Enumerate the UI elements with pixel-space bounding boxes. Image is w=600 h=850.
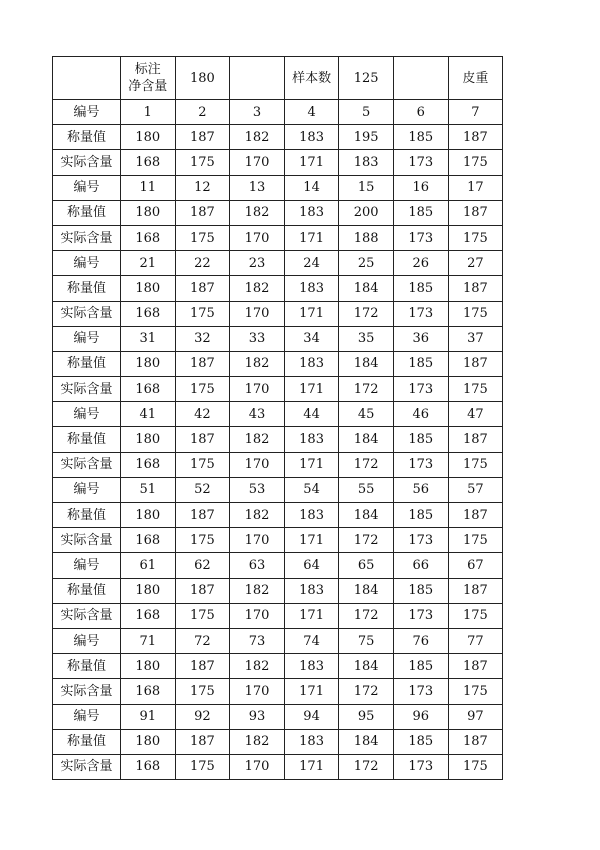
actual-row-cell: 173 — [393, 603, 448, 628]
weighed-row-cell: 180 — [121, 125, 176, 150]
id-row-cell: 15 — [339, 175, 394, 200]
id-row-cell: 57 — [448, 477, 503, 502]
id-row-cell: 52 — [175, 477, 230, 502]
id-row — [53, 326, 503, 351]
id-row-cell: 36 — [393, 326, 448, 351]
actual-row-cell: 188 — [339, 225, 394, 250]
weighed-row-cell: 184 — [339, 351, 394, 376]
id-row-cell: 92 — [175, 704, 230, 729]
weighed-row-label: 称量值 — [53, 276, 121, 301]
actual-row-cell: 172 — [339, 301, 394, 326]
id-row-cell: 71 — [121, 628, 176, 653]
actual-row-label: 实际含量 — [53, 377, 121, 402]
actual-row-cell: 171 — [284, 377, 339, 402]
id-row-cell: 55 — [339, 477, 394, 502]
actual-row-cell: 175 — [175, 603, 230, 628]
id-row-cell: 26 — [393, 251, 448, 276]
weighed-row-label: 称量值 — [53, 125, 121, 150]
id-row-label: 编号 — [53, 175, 121, 200]
id-row-cell: 32 — [175, 326, 230, 351]
id-row-cell: 24 — [284, 251, 339, 276]
actual-row-cell: 168 — [121, 603, 176, 628]
actual-row-cell: 170 — [230, 150, 285, 175]
net-content-value: 180 — [175, 57, 230, 100]
actual-row — [53, 225, 503, 250]
actual-row — [53, 754, 503, 779]
actual-row-cell: 175 — [448, 377, 503, 402]
id-row-cell: 65 — [339, 553, 394, 578]
id-row-cell: 17 — [448, 175, 503, 200]
actual-row-cell: 173 — [393, 754, 448, 779]
weighed-row-cell: 187 — [175, 276, 230, 301]
actual-row-label: 实际含量 — [53, 603, 121, 628]
weighed-row-cell: 183 — [284, 503, 339, 528]
weighed-row-cell: 187 — [175, 351, 230, 376]
actual-row-cell: 173 — [393, 150, 448, 175]
weighed-row-cell: 180 — [121, 351, 176, 376]
id-row-cell: 34 — [284, 326, 339, 351]
weighed-row-cell: 185 — [393, 578, 448, 603]
actual-row-cell: 175 — [448, 301, 503, 326]
id-row-cell: 62 — [175, 553, 230, 578]
id-row-cell: 45 — [339, 402, 394, 427]
actual-row — [53, 603, 503, 628]
sample-count-label: 样本数 — [284, 57, 339, 100]
weighed-row-cell: 183 — [284, 276, 339, 301]
id-row-cell: 95 — [339, 704, 394, 729]
id-row-cell: 67 — [448, 553, 503, 578]
weighed-row-cell: 187 — [448, 351, 503, 376]
id-row-cell: 23 — [230, 251, 285, 276]
weighed-row-label: 称量值 — [53, 351, 121, 376]
weighed-row-cell: 182 — [230, 729, 285, 754]
actual-row-cell: 170 — [230, 377, 285, 402]
weighed-row-cell: 180 — [121, 503, 176, 528]
id-row-cell: 76 — [393, 628, 448, 653]
id-row-cell: 25 — [339, 251, 394, 276]
weighed-row-cell: 187 — [448, 200, 503, 225]
actual-row-cell: 168 — [121, 528, 176, 553]
weighed-row — [53, 729, 503, 754]
weighed-row-cell: 195 — [339, 125, 394, 150]
measurement-table — [52, 56, 503, 780]
id-row-cell: 56 — [393, 477, 448, 502]
actual-row-cell: 170 — [230, 225, 285, 250]
weighed-row — [53, 578, 503, 603]
weighed-row-label: 称量值 — [53, 503, 121, 528]
id-row — [53, 251, 503, 276]
weighed-row-cell: 180 — [121, 427, 176, 452]
actual-row-cell: 173 — [393, 301, 448, 326]
id-row-cell: 27 — [448, 251, 503, 276]
id-row-cell: 4 — [284, 100, 339, 125]
actual-row-cell: 168 — [121, 452, 176, 477]
weighed-row-cell: 187 — [175, 427, 230, 452]
header-row — [53, 57, 503, 100]
id-row-cell: 2 — [175, 100, 230, 125]
actual-row-cell: 172 — [339, 452, 394, 477]
net-content-label-bottom: 净含量 — [128, 79, 168, 94]
id-row-cell: 47 — [448, 402, 503, 427]
weighed-row — [53, 503, 503, 528]
id-row-label: 编号 — [53, 326, 121, 351]
id-row-cell: 42 — [175, 402, 230, 427]
weighed-row-label: 称量值 — [53, 729, 121, 754]
actual-row-cell: 175 — [175, 679, 230, 704]
weighed-row-cell: 187 — [175, 125, 230, 150]
id-row-cell: 22 — [175, 251, 230, 276]
weighed-row-cell: 185 — [393, 200, 448, 225]
id-row-label: 编号 — [53, 704, 121, 729]
actual-row — [53, 301, 503, 326]
actual-row-cell: 168 — [121, 150, 176, 175]
weighed-row-cell: 182 — [230, 276, 285, 301]
weighed-row-cell: 184 — [339, 654, 394, 679]
weighed-row-cell: 187 — [448, 654, 503, 679]
id-row-label: 编号 — [53, 402, 121, 427]
actual-row-cell: 170 — [230, 452, 285, 477]
weighed-row — [53, 200, 503, 225]
actual-row-cell: 173 — [393, 528, 448, 553]
actual-row-cell: 175 — [448, 528, 503, 553]
weighed-row-cell: 187 — [448, 578, 503, 603]
actual-row-cell: 168 — [121, 679, 176, 704]
actual-row-cell: 175 — [448, 452, 503, 477]
weighed-row-cell: 180 — [121, 729, 176, 754]
actual-row-cell: 173 — [393, 452, 448, 477]
weighed-row-cell: 187 — [175, 200, 230, 225]
weighed-row — [53, 276, 503, 301]
id-row-cell: 54 — [284, 477, 339, 502]
actual-row-cell: 175 — [175, 225, 230, 250]
id-row-cell: 5 — [339, 100, 394, 125]
table-body — [53, 57, 503, 780]
id-row-cell: 16 — [393, 175, 448, 200]
actual-row — [53, 452, 503, 477]
id-row — [53, 553, 503, 578]
weighed-row-cell: 200 — [339, 200, 394, 225]
id-row — [53, 477, 503, 502]
id-row-cell: 7 — [448, 100, 503, 125]
weighed-row-label: 称量值 — [53, 200, 121, 225]
actual-row — [53, 679, 503, 704]
actual-row-cell: 175 — [448, 754, 503, 779]
weighed-row-cell: 183 — [284, 729, 339, 754]
weighed-row-cell: 182 — [230, 125, 285, 150]
actual-row-cell: 168 — [121, 225, 176, 250]
weighed-row-cell: 185 — [393, 276, 448, 301]
blank-cell — [53, 57, 121, 100]
id-row-cell: 77 — [448, 628, 503, 653]
weighed-row-label: 称量值 — [53, 427, 121, 452]
actual-row-cell: 172 — [339, 603, 394, 628]
id-row-cell: 93 — [230, 704, 285, 729]
weighed-row-cell: 185 — [393, 729, 448, 754]
weighed-row-cell: 183 — [284, 125, 339, 150]
actual-row-cell: 175 — [175, 528, 230, 553]
weighed-row-cell: 184 — [339, 578, 394, 603]
weighed-row-cell: 185 — [393, 503, 448, 528]
weighed-row-cell: 182 — [230, 351, 285, 376]
id-row-label: 编号 — [53, 477, 121, 502]
actual-row-cell: 175 — [448, 150, 503, 175]
actual-row-cell: 171 — [284, 452, 339, 477]
id-row-label: 编号 — [53, 100, 121, 125]
sample-count-value: 125 — [339, 57, 394, 100]
weighed-row-cell: 182 — [230, 654, 285, 679]
id-row-cell: 63 — [230, 553, 285, 578]
actual-row-cell: 170 — [230, 528, 285, 553]
actual-row-cell: 175 — [175, 301, 230, 326]
id-row — [53, 175, 503, 200]
actual-row-cell: 175 — [448, 225, 503, 250]
weighed-row — [53, 351, 503, 376]
blank-cell — [393, 57, 448, 100]
weighed-row-cell: 182 — [230, 427, 285, 452]
actual-row-cell: 175 — [175, 150, 230, 175]
weighed-row-cell: 180 — [121, 200, 176, 225]
id-row-cell: 43 — [230, 402, 285, 427]
weighed-row-cell: 180 — [121, 276, 176, 301]
actual-row-cell: 168 — [121, 301, 176, 326]
weighed-row-cell: 187 — [448, 276, 503, 301]
weighed-row-cell: 187 — [175, 654, 230, 679]
id-row-cell: 14 — [284, 175, 339, 200]
id-row-cell: 33 — [230, 326, 285, 351]
net-content-label — [121, 57, 176, 100]
weighed-row-label: 称量值 — [53, 578, 121, 603]
weighed-row-cell: 183 — [284, 427, 339, 452]
actual-row-label: 实际含量 — [53, 301, 121, 326]
id-row-cell: 1 — [121, 100, 176, 125]
weighed-row-cell: 187 — [175, 729, 230, 754]
id-row-cell: 74 — [284, 628, 339, 653]
weighed-row-cell: 183 — [284, 200, 339, 225]
weighed-row-cell: 184 — [339, 503, 394, 528]
id-row-cell: 13 — [230, 175, 285, 200]
actual-row-cell: 173 — [393, 377, 448, 402]
id-row-label: 编号 — [53, 628, 121, 653]
actual-row-cell: 175 — [175, 754, 230, 779]
weighed-row-cell: 185 — [393, 351, 448, 376]
id-row-cell: 97 — [448, 704, 503, 729]
weighed-row-cell: 187 — [448, 503, 503, 528]
weighed-row-cell: 184 — [339, 276, 394, 301]
actual-row-cell: 171 — [284, 301, 339, 326]
weighed-row-cell: 183 — [284, 351, 339, 376]
id-row-cell: 6 — [393, 100, 448, 125]
id-row-cell: 75 — [339, 628, 394, 653]
id-row-cell: 31 — [121, 326, 176, 351]
id-row-cell: 11 — [121, 175, 176, 200]
actual-row-label: 实际含量 — [53, 150, 121, 175]
weighed-row-cell: 185 — [393, 125, 448, 150]
weighed-row-cell: 183 — [284, 654, 339, 679]
actual-row-cell: 171 — [284, 603, 339, 628]
actual-row-cell: 172 — [339, 754, 394, 779]
actual-row-label: 实际含量 — [53, 452, 121, 477]
actual-row-cell: 171 — [284, 528, 339, 553]
id-row-cell: 64 — [284, 553, 339, 578]
actual-row-cell: 175 — [175, 377, 230, 402]
actual-row-cell: 171 — [284, 150, 339, 175]
actual-row — [53, 528, 503, 553]
actual-row-cell: 175 — [175, 452, 230, 477]
id-row-cell: 73 — [230, 628, 285, 653]
weighed-row-cell: 187 — [175, 503, 230, 528]
id-row-cell: 12 — [175, 175, 230, 200]
actual-row-cell: 173 — [393, 225, 448, 250]
actual-row-label: 实际含量 — [53, 754, 121, 779]
weighed-row-cell: 185 — [393, 427, 448, 452]
id-row — [53, 402, 503, 427]
actual-row-cell: 172 — [339, 679, 394, 704]
actual-row-cell: 171 — [284, 679, 339, 704]
actual-row-label: 实际含量 — [53, 528, 121, 553]
actual-row-cell: 170 — [230, 301, 285, 326]
blank-cell — [230, 57, 285, 100]
actual-row-cell: 175 — [448, 679, 503, 704]
weighed-row-label: 称量值 — [53, 654, 121, 679]
actual-row-cell: 183 — [339, 150, 394, 175]
weighed-row — [53, 427, 503, 452]
actual-row-label: 实际含量 — [53, 679, 121, 704]
weighed-row-cell: 184 — [339, 427, 394, 452]
weighed-row-cell: 187 — [448, 427, 503, 452]
id-row — [53, 628, 503, 653]
weighed-row — [53, 125, 503, 150]
actual-row — [53, 377, 503, 402]
id-row-cell: 46 — [393, 402, 448, 427]
actual-row-label: 实际含量 — [53, 225, 121, 250]
id-row-cell: 61 — [121, 553, 176, 578]
weighed-row — [53, 654, 503, 679]
id-row-cell: 94 — [284, 704, 339, 729]
weighed-row-cell: 184 — [339, 729, 394, 754]
actual-row-cell: 171 — [284, 754, 339, 779]
id-row-cell: 91 — [121, 704, 176, 729]
weighed-row-cell: 187 — [448, 729, 503, 754]
weighed-row-cell: 180 — [121, 578, 176, 603]
id-row-cell: 72 — [175, 628, 230, 653]
id-row-cell: 44 — [284, 402, 339, 427]
actual-row-cell: 170 — [230, 603, 285, 628]
id-row-cell: 21 — [121, 251, 176, 276]
id-row-cell: 37 — [448, 326, 503, 351]
actual-row-cell: 170 — [230, 679, 285, 704]
tare-label: 皮重 — [448, 57, 503, 100]
id-row-cell: 35 — [339, 326, 394, 351]
id-row-cell: 96 — [393, 704, 448, 729]
actual-row-cell: 172 — [339, 377, 394, 402]
actual-row-cell: 173 — [393, 679, 448, 704]
actual-row-cell: 170 — [230, 754, 285, 779]
id-row-cell: 66 — [393, 553, 448, 578]
weighed-row-cell: 182 — [230, 578, 285, 603]
actual-row — [53, 150, 503, 175]
net-content-label-top: 标注 — [134, 62, 161, 77]
id-row-cell: 53 — [230, 477, 285, 502]
id-row-cell: 3 — [230, 100, 285, 125]
id-row-cell: 51 — [121, 477, 176, 502]
weighed-row-cell: 182 — [230, 503, 285, 528]
weighed-row-cell: 180 — [121, 654, 176, 679]
id-row-label: 编号 — [53, 553, 121, 578]
weighed-row-cell: 185 — [393, 654, 448, 679]
id-row — [53, 704, 503, 729]
actual-row-cell: 175 — [448, 603, 503, 628]
actual-row-cell: 168 — [121, 377, 176, 402]
actual-row-cell: 171 — [284, 225, 339, 250]
weighed-row-cell: 183 — [284, 578, 339, 603]
weighed-row-cell: 182 — [230, 200, 285, 225]
id-row — [53, 100, 503, 125]
actual-row-cell: 172 — [339, 528, 394, 553]
weighed-row-cell: 187 — [448, 125, 503, 150]
weighed-row-cell: 187 — [175, 578, 230, 603]
id-row-label: 编号 — [53, 251, 121, 276]
actual-row-cell: 168 — [121, 754, 176, 779]
id-row-cell: 41 — [121, 402, 176, 427]
